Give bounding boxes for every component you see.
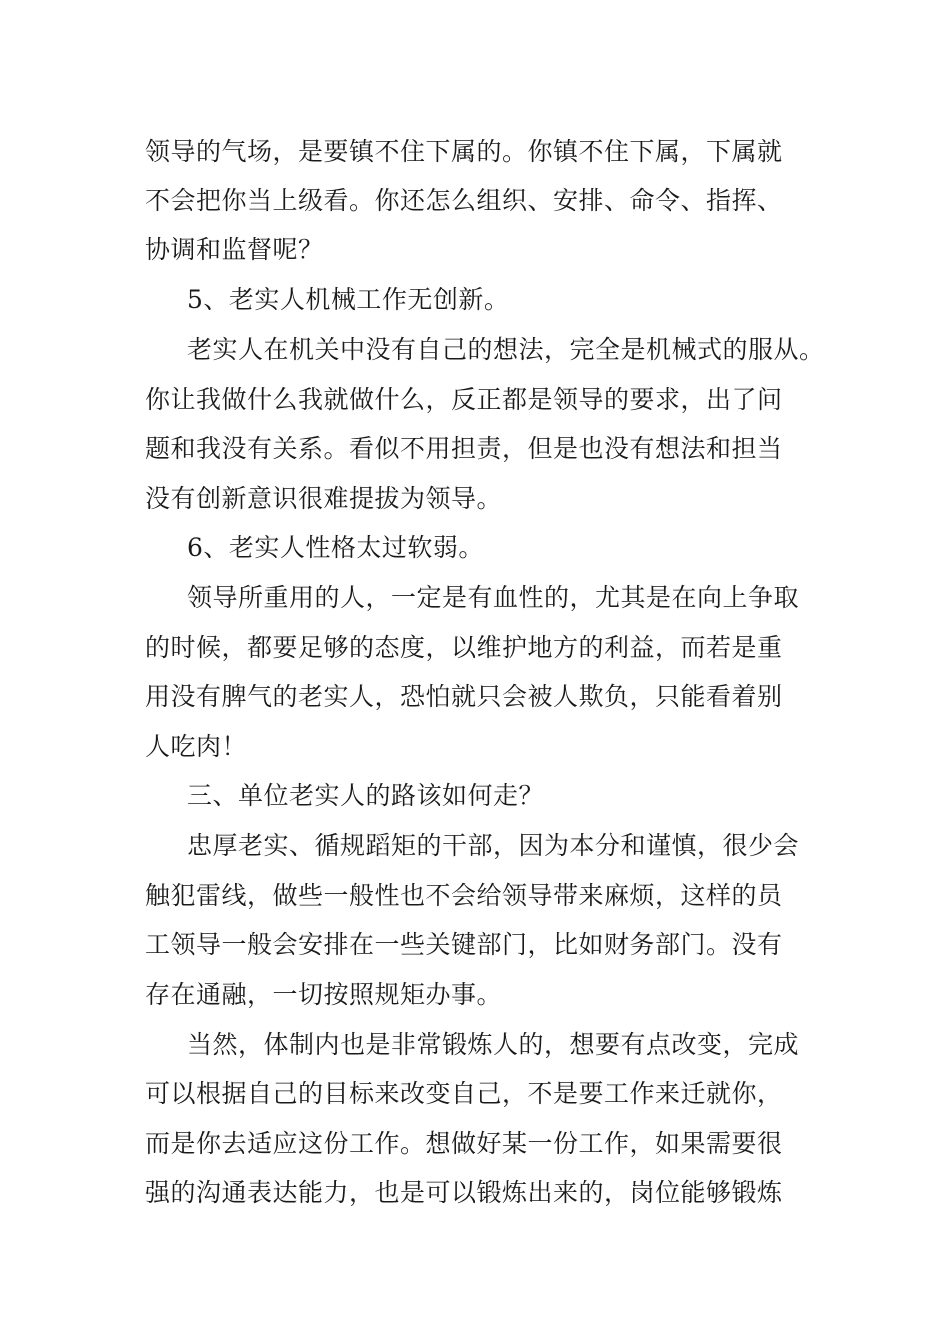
text-line: 题和我没有关系。看似不用担责，但是也没有想法和担当 (145, 434, 783, 463)
text-line: 用没有脾气的老实人，恐怕就只会被人欺负，只能看着别 (145, 682, 783, 711)
text-line: 你让我做什么我就做什么，反正都是领导的要求，出了问 (145, 385, 783, 414)
section-heading: 5、老实人机械工作无创新。 (187, 285, 510, 314)
text-line: 不会把你当上级看。你还怎么组织、安排、命令、指挥、 (145, 186, 783, 215)
text-line: 领导的气场，是要镇不住下属的。你镇不住下属，下属就 (145, 137, 783, 166)
text-line: 的时候，都要足够的态度，以维护地方的利益，而若是重 (145, 633, 783, 662)
text-line: 领导所重用的人，一定是有血性的，尤其是在向上争取 (187, 583, 800, 612)
text-line: 老实人在机关中没有自己的想法，完全是机械式的服从。 (187, 335, 825, 364)
text-line: 工领导一般会安排在一些关键部门，比如财务部门。没有 (145, 930, 783, 959)
text-line: 强的沟通表达能力，也是可以锻炼出来的，岗位能够锻炼 (145, 1178, 783, 1207)
text-line: 协调和监督呢？ (145, 235, 324, 264)
text-line: 忠厚老实、循规蹈矩的干部，因为本分和谨慎，很少会 (187, 831, 800, 860)
text-line: 存在通融，一切按照规矩办事。 (145, 980, 503, 1009)
text-line: 人吃肉！ (145, 732, 248, 761)
text-line: 而是你去适应这份工作。想做好某一份工作，如果需要很 (145, 1129, 783, 1158)
text-line: 可以根据自己的目标来改变自己，不是要工作来迁就你， (145, 1079, 783, 1108)
section-heading: 三、单位老实人的路该如何走？ (187, 781, 545, 810)
section-heading: 6、老实人性格太过软弱。 (187, 533, 484, 562)
text-line: 当然，体制内也是非常锻炼人的，想要有点改变，完成 (187, 1030, 800, 1059)
text-line: 触犯雷线，做些一般性也不会给领导带来麻烦，这样的员 (145, 881, 783, 910)
text-line: 没有创新意识很难提拔为领导。 (145, 484, 503, 513)
